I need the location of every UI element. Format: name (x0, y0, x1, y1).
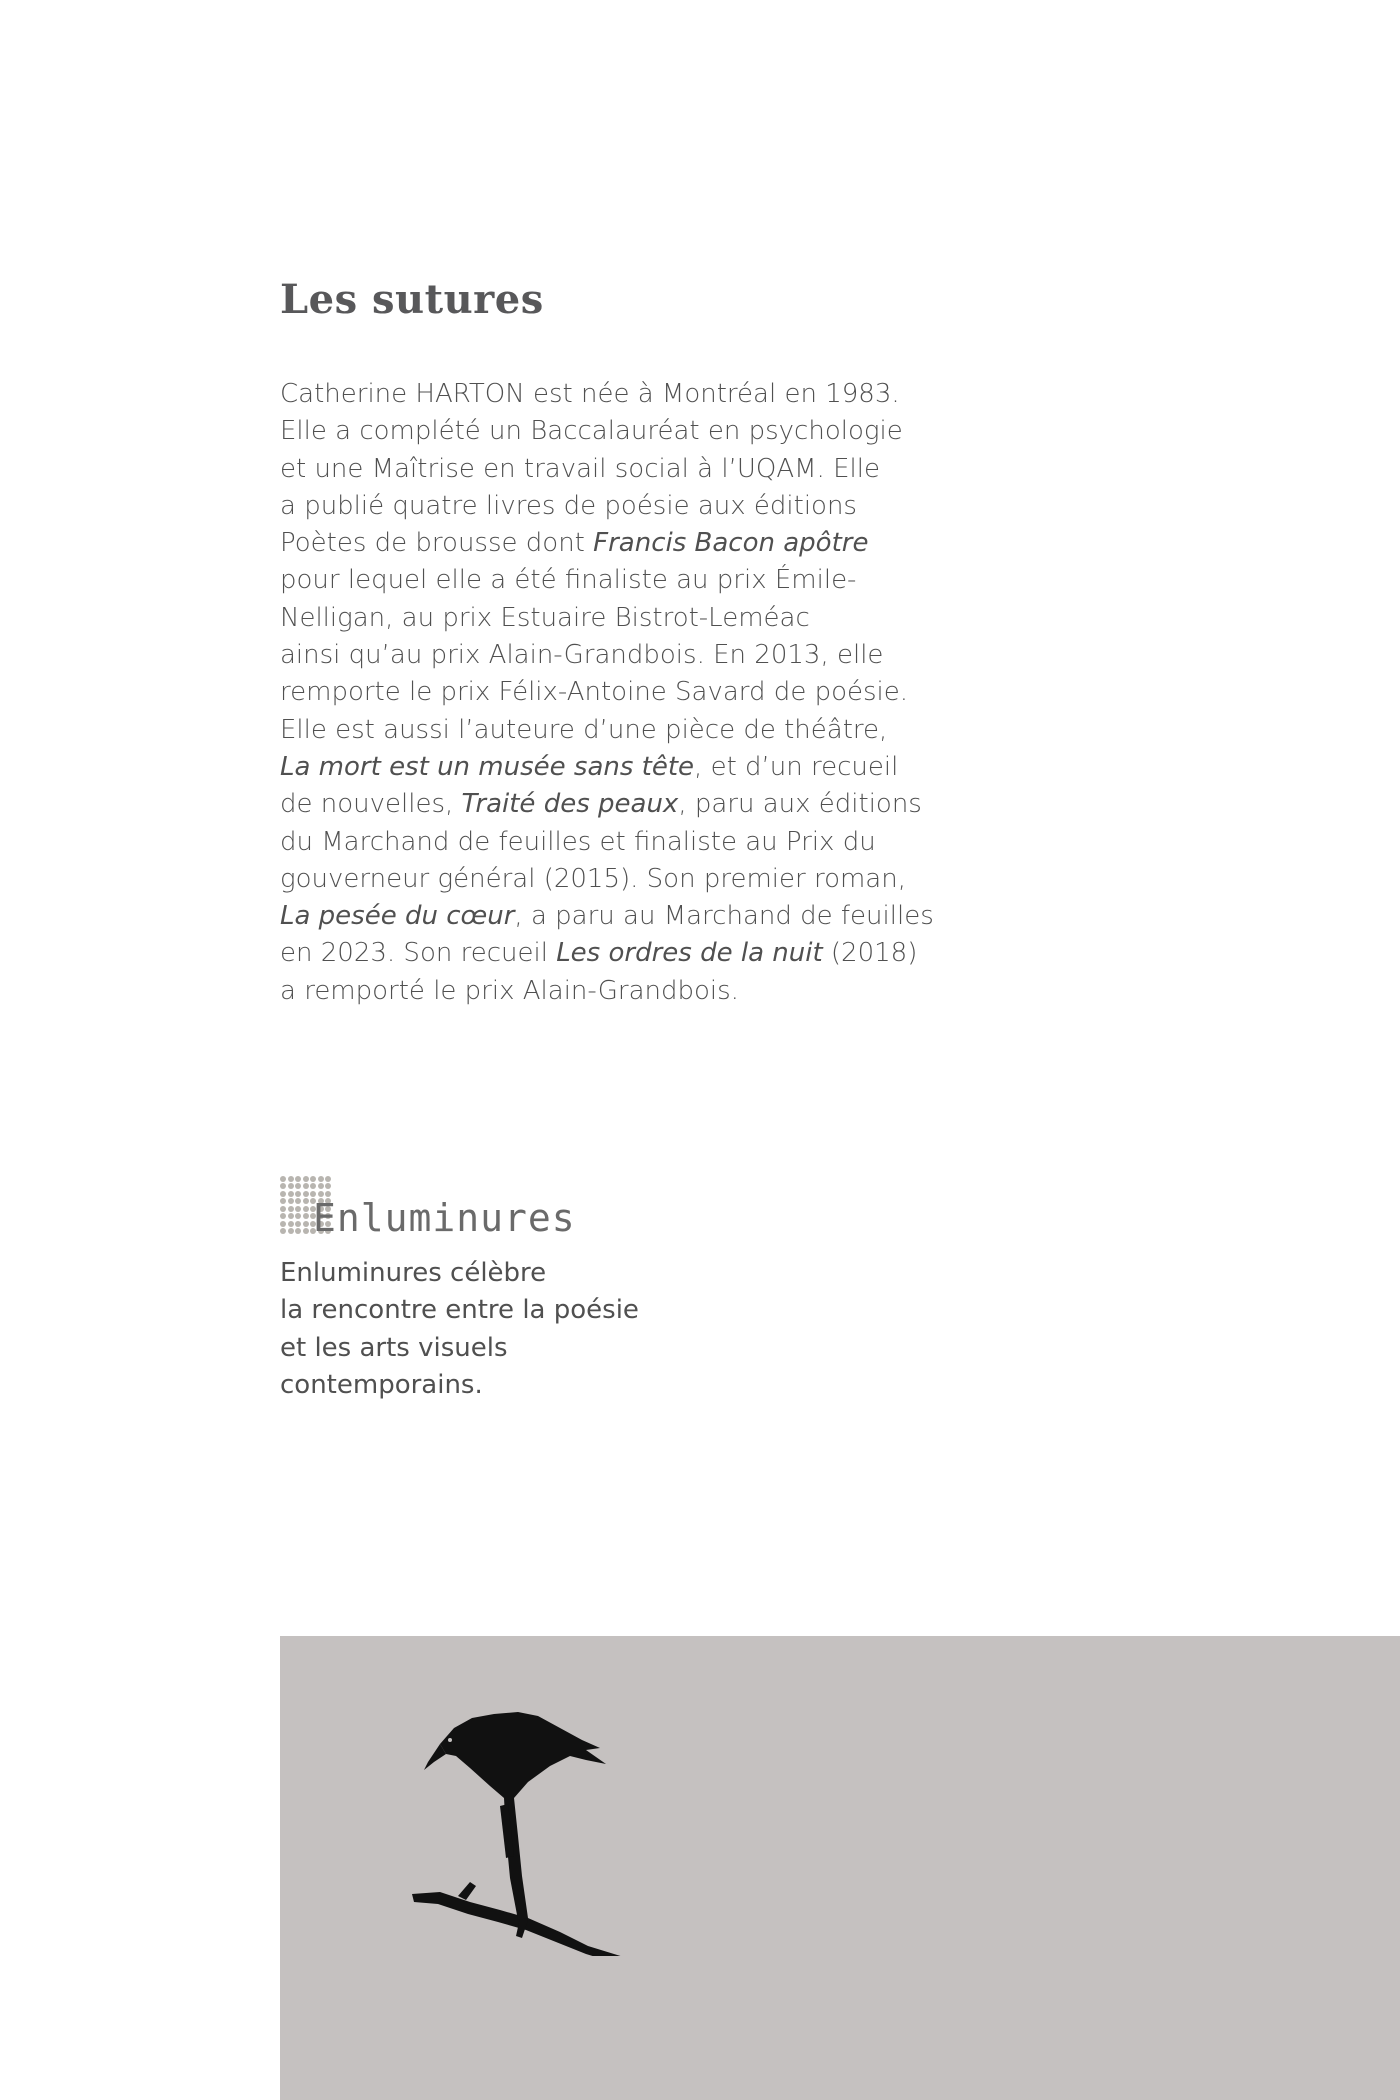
bio-line (280, 935, 980, 972)
book-title: La mort est un musée sans tête (280, 751, 695, 782)
collection-description (280, 1255, 639, 1404)
bio-line (280, 488, 980, 525)
logo-dot (295, 1206, 301, 1212)
bio-line (280, 562, 980, 599)
logo-dot (318, 1183, 324, 1189)
bio-text: , a paru au Marchand de feuilles (514, 901, 934, 932)
bio-text: (2018) (822, 938, 918, 969)
logo-dot (280, 1198, 286, 1204)
bio-text: ainsi qu’au prix Alain-Grandbois. En 2013, elle (280, 640, 884, 671)
book-title: La pesée du cœur (280, 901, 515, 932)
bio-text: , paru aux éditions (678, 789, 922, 820)
logo-dot (280, 1176, 286, 1182)
bio-line (280, 824, 980, 861)
bio-line (280, 600, 980, 637)
bio-text: Catherine HARTON est née à Montréal en 1983. (280, 379, 900, 409)
logo-dot (288, 1191, 294, 1197)
logo-dot (295, 1183, 301, 1189)
bio-text: du Marchand de feuilles et finaliste au Prix du (280, 826, 876, 857)
bio-line (280, 861, 980, 898)
author-biography (280, 376, 980, 1010)
bio-text: Poètes de brousse dont (280, 528, 594, 559)
logo-dot (303, 1228, 309, 1234)
logo-dot (280, 1206, 286, 1212)
book-title: Francis Bacon apôtre (593, 528, 869, 559)
bio-line (280, 973, 980, 1010)
collection-description-line: Enluminures célèbre (280, 1258, 547, 1288)
logo-dot (303, 1198, 309, 1204)
logo-dot (288, 1213, 294, 1219)
bird-on-branch-icon (410, 1706, 670, 1956)
logo-dot (303, 1221, 309, 1227)
book-title: Traité des peaux (461, 789, 679, 820)
logo-dot (288, 1176, 294, 1182)
bio-text: et une Maîtrise en travail social à l’UQAM. Elle (280, 453, 880, 484)
bio-text: Elle a complété un Baccalauréat en psychologie (280, 416, 903, 447)
logo-dot (288, 1221, 294, 1227)
logo-dot (295, 1221, 301, 1227)
logo-dot (303, 1191, 309, 1197)
collection-name: Enluminures (313, 1196, 576, 1240)
logo-dot (295, 1228, 301, 1234)
logo-dot (280, 1213, 286, 1219)
logo-dot (303, 1183, 309, 1189)
bio-line (280, 786, 980, 823)
bio-text: , et d’un recueil (694, 751, 899, 782)
logo-dot (303, 1176, 309, 1182)
bio-line (280, 749, 980, 786)
bio-line (280, 637, 980, 674)
bio-line (280, 525, 980, 562)
bio-line (280, 376, 980, 413)
bio-line (280, 413, 980, 450)
logo-dot (288, 1228, 294, 1234)
logo-dot (295, 1198, 301, 1204)
bio-line (280, 898, 980, 935)
logo-dot (280, 1191, 286, 1197)
logo-dot (280, 1221, 286, 1227)
logo-dot (295, 1176, 301, 1182)
logo-dot (303, 1213, 309, 1219)
logo-dot (310, 1183, 316, 1189)
bio-text: a remporté le prix Alain-Grandbois. (280, 975, 739, 1006)
collection-logo (280, 1154, 576, 1240)
logo-dot (288, 1206, 294, 1212)
logo-dot (280, 1183, 286, 1189)
logo-dot (288, 1198, 294, 1204)
bio-text: Elle est aussi l’auteure d’une pièce de théâtre, (280, 714, 888, 745)
bio-text: remporte le prix Félix-Antoine Savard de poésie. (280, 677, 909, 708)
bio-text: pour lequel elle a été finaliste au prix Émile- (280, 565, 857, 596)
bio-text: Nelligan, au prix Estuaire Bistrot-Leméac (280, 602, 810, 633)
logo-dot (310, 1176, 316, 1182)
page-title: Les sutures (280, 276, 544, 323)
bio-line (280, 712, 980, 749)
logo-dot (288, 1183, 294, 1189)
bio-line (280, 451, 980, 488)
logo-dot (303, 1206, 309, 1212)
collection-description-line: contemporains. (280, 1369, 483, 1400)
collection-description-line: la rencontre entre la poésie (280, 1295, 639, 1326)
logo-dot (295, 1191, 301, 1197)
logo-dot (325, 1183, 331, 1189)
logo-dot (280, 1228, 286, 1234)
cover-illustration-panel (280, 1636, 1400, 2100)
bio-text: gouverneur général (2015). Son premier roman, (280, 863, 906, 894)
book-title: Les ordres de la nuit (556, 938, 823, 969)
collection-description-line: et les arts visuels (280, 1332, 508, 1363)
logo-dot (295, 1213, 301, 1219)
logo-dot (325, 1176, 331, 1182)
logo-dot (318, 1176, 324, 1182)
bio-text: en 2023. Son recueil (280, 938, 557, 969)
bio-text: a publié quatre livres de poésie aux éditions (280, 490, 857, 521)
bio-line (280, 674, 980, 711)
bio-text: de nouvelles, (280, 789, 462, 820)
